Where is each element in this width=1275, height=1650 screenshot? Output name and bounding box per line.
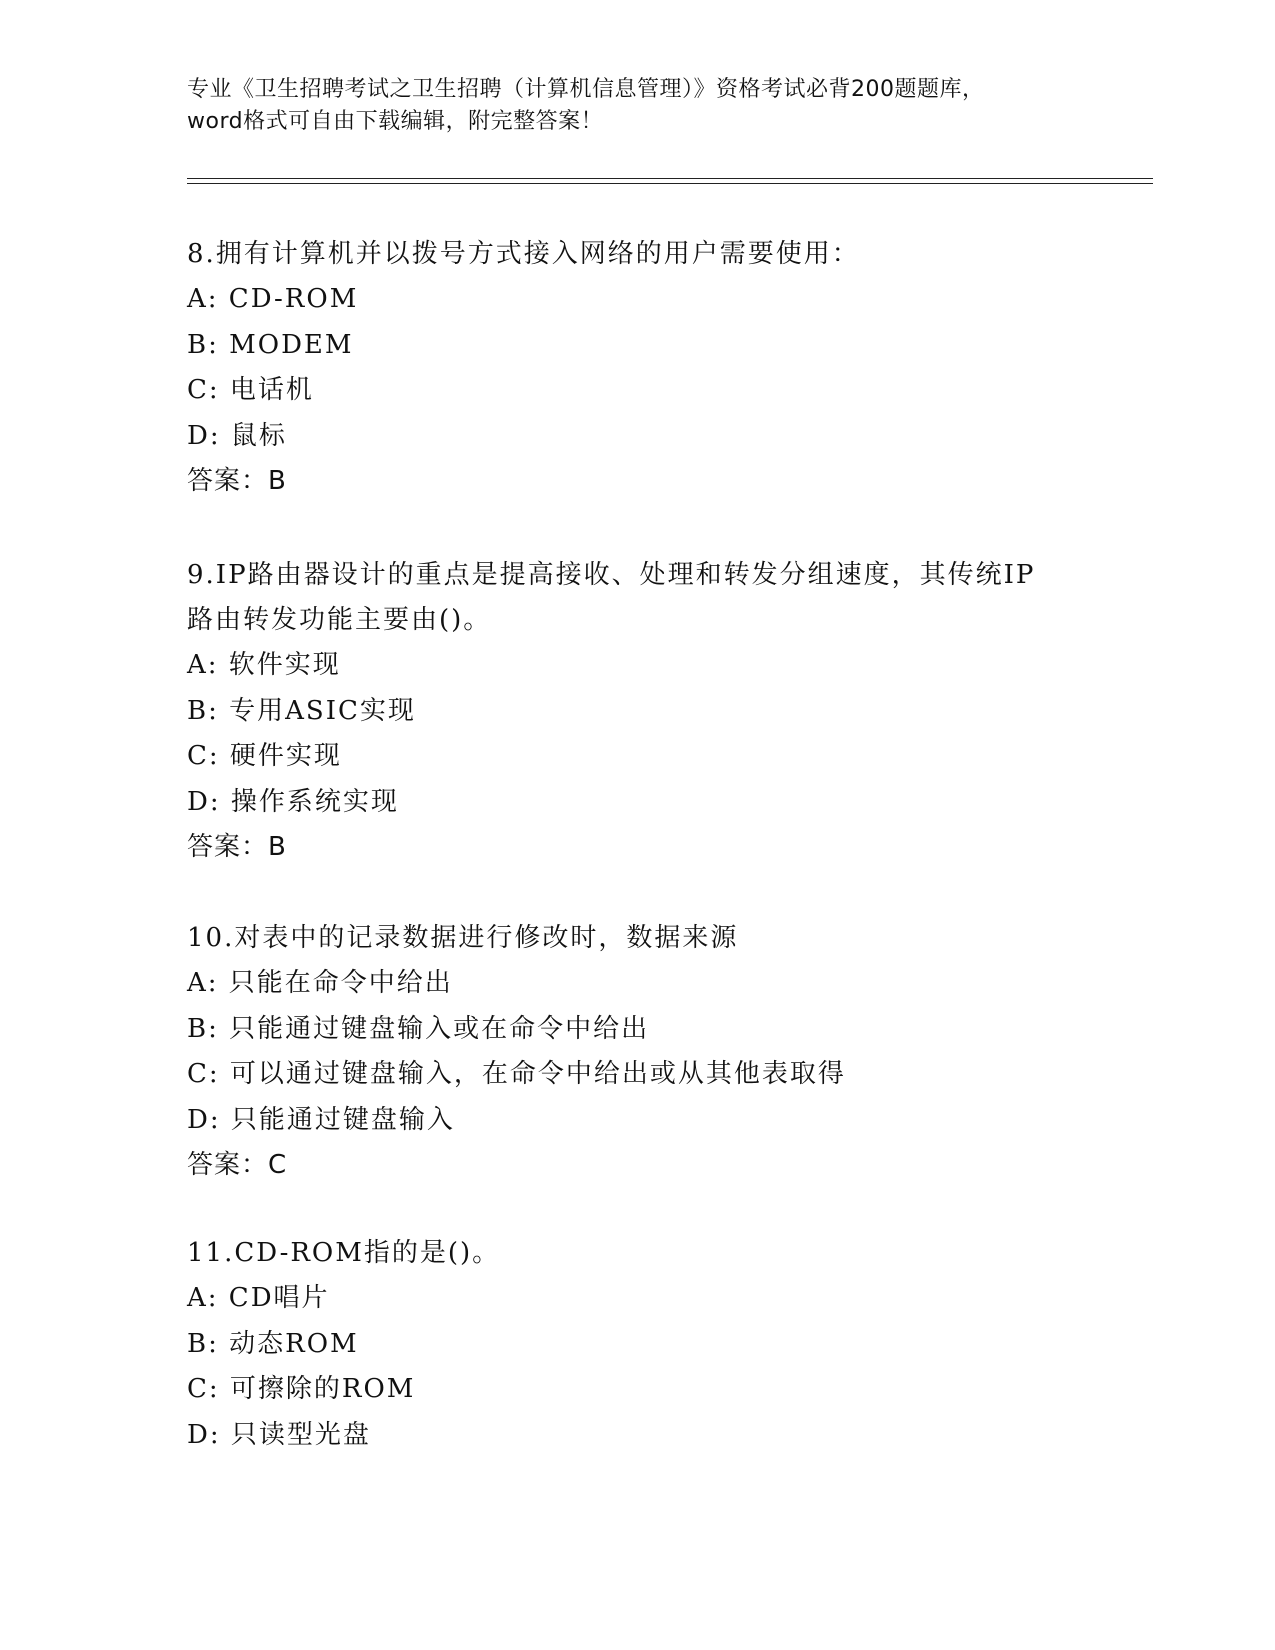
header-line-1: 专业《卫生招聘考试之卫生招聘（计算机信息管理）》资格考试必背200题题库， <box>187 77 985 102</box>
answer: 答案：C <box>187 1150 288 1180</box>
option-d: D: 只能通过键盘输入 <box>187 1104 455 1135</box>
question-8 <box>187 232 1087 504</box>
answer: 答案：B <box>187 832 287 862</box>
question-stem-line-2: 路由转发功能主要由()。 <box>187 605 492 635</box>
option-c: C: 硬件实现 <box>187 741 342 771</box>
document-header <box>187 74 1077 138</box>
question-10 <box>187 916 1087 1188</box>
option-c: C: 可擦除的ROM <box>187 1374 416 1404</box>
option-a: A: 只能在命令中给出 <box>187 968 453 998</box>
question-stem: 10.对表中的记录数据进行修改时，数据来源 <box>187 923 739 953</box>
option-d: D: 操作系统实现 <box>187 786 399 817</box>
option-d: D: 鼠标 <box>187 420 287 451</box>
option-d: D: 只读型光盘 <box>187 1419 371 1450</box>
option-b: B: 动态ROM <box>187 1328 359 1359</box>
option-a: A: CD-ROM <box>187 284 359 314</box>
option-a: A: 软件实现 <box>187 650 341 680</box>
question-9 <box>187 553 1087 870</box>
question-stem: 8.拥有计算机并以拨号方式接入网络的用户需要使用： <box>187 239 860 269</box>
header-line-2: word格式可自由下载编辑，附完整答案！ <box>187 109 604 134</box>
option-b: B: 专用ASIC实现 <box>187 695 416 726</box>
option-b: B: MODEM <box>187 329 354 360</box>
header-divider-top <box>187 178 1153 179</box>
question-11 <box>187 1231 1087 1458</box>
option-c: C: 可以通过键盘输入，在命令中给出或从其他表取得 <box>187 1059 846 1089</box>
option-c: C: 电话机 <box>187 375 314 405</box>
option-b: B: 只能通过键盘输入或在命令中给出 <box>187 1013 650 1044</box>
header-divider-bottom <box>187 183 1153 184</box>
option-a: A: CD唱片 <box>187 1283 330 1313</box>
question-stem-line-1: 9.IP路由器设计的重点是提高接收、处理和转发分组速度，其传统IP <box>187 560 1036 590</box>
question-stem: 11.CD-ROM指的是()。 <box>187 1238 501 1268</box>
answer: 答案：B <box>187 466 287 496</box>
